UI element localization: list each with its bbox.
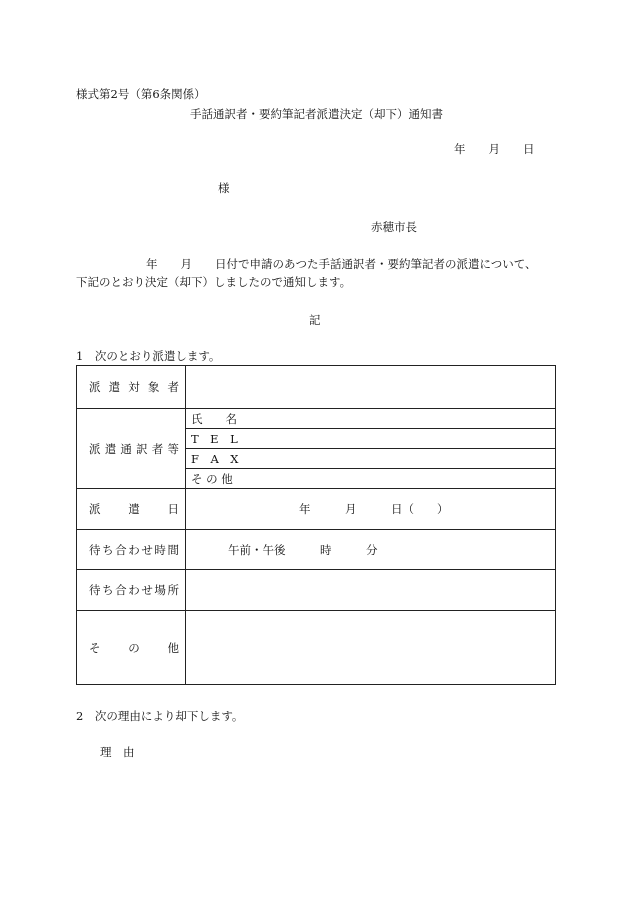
meeting-place-label: 待 ち 合 わ せ 場 所: [77, 570, 186, 611]
other-value: [186, 611, 556, 685]
target-value: [186, 366, 556, 409]
meeting-time-label: 待 ち 合 わ せ 時 間: [77, 530, 186, 570]
interpreter-tel-row: T E L: [186, 429, 556, 449]
dispatch-table: [76, 365, 556, 685]
interpreter-other-row: そ の 他: [186, 469, 556, 489]
other-label: そ の 他: [77, 611, 186, 685]
form-number: 様式第2号（第6条関係）: [76, 87, 206, 101]
meeting-place-value: [186, 570, 556, 611]
ki-heading: 記: [309, 313, 321, 327]
interpreter-fax-row: F A X: [186, 449, 556, 469]
document-title: 手話通訳者・要約筆記者派遣決定（却下）通知書: [190, 107, 443, 121]
interpreter-name-row: 氏 名: [186, 409, 556, 429]
meeting-time-value: 午前・午後 時 分: [186, 530, 556, 570]
target-label: 派 遣 対 象 者: [77, 366, 186, 409]
addressee-suffix: 様: [218, 181, 230, 195]
section-1-heading: 1 次のとおり派遣します。: [76, 349, 221, 363]
body-line-2: 下記のとおり決定（却下）しましたので通知します。: [76, 275, 352, 289]
dispatch-date-value: 年 月 日（ ）: [186, 489, 556, 530]
body-line-1: 年 月 日付で申請のあつた手話通訳者・要約筆記者の派遣について、: [146, 257, 537, 271]
issuer-name: 赤穂市長: [371, 220, 417, 234]
section-2-heading: 2 次の理由により却下します。: [76, 709, 244, 723]
dispatch-date-label: 派 遣 日: [77, 489, 186, 530]
date-line: 年 月 日: [454, 142, 535, 156]
interpreter-label: 派 遣 通 訳 者 等: [77, 409, 186, 489]
reason-label: 理 由: [100, 745, 135, 759]
